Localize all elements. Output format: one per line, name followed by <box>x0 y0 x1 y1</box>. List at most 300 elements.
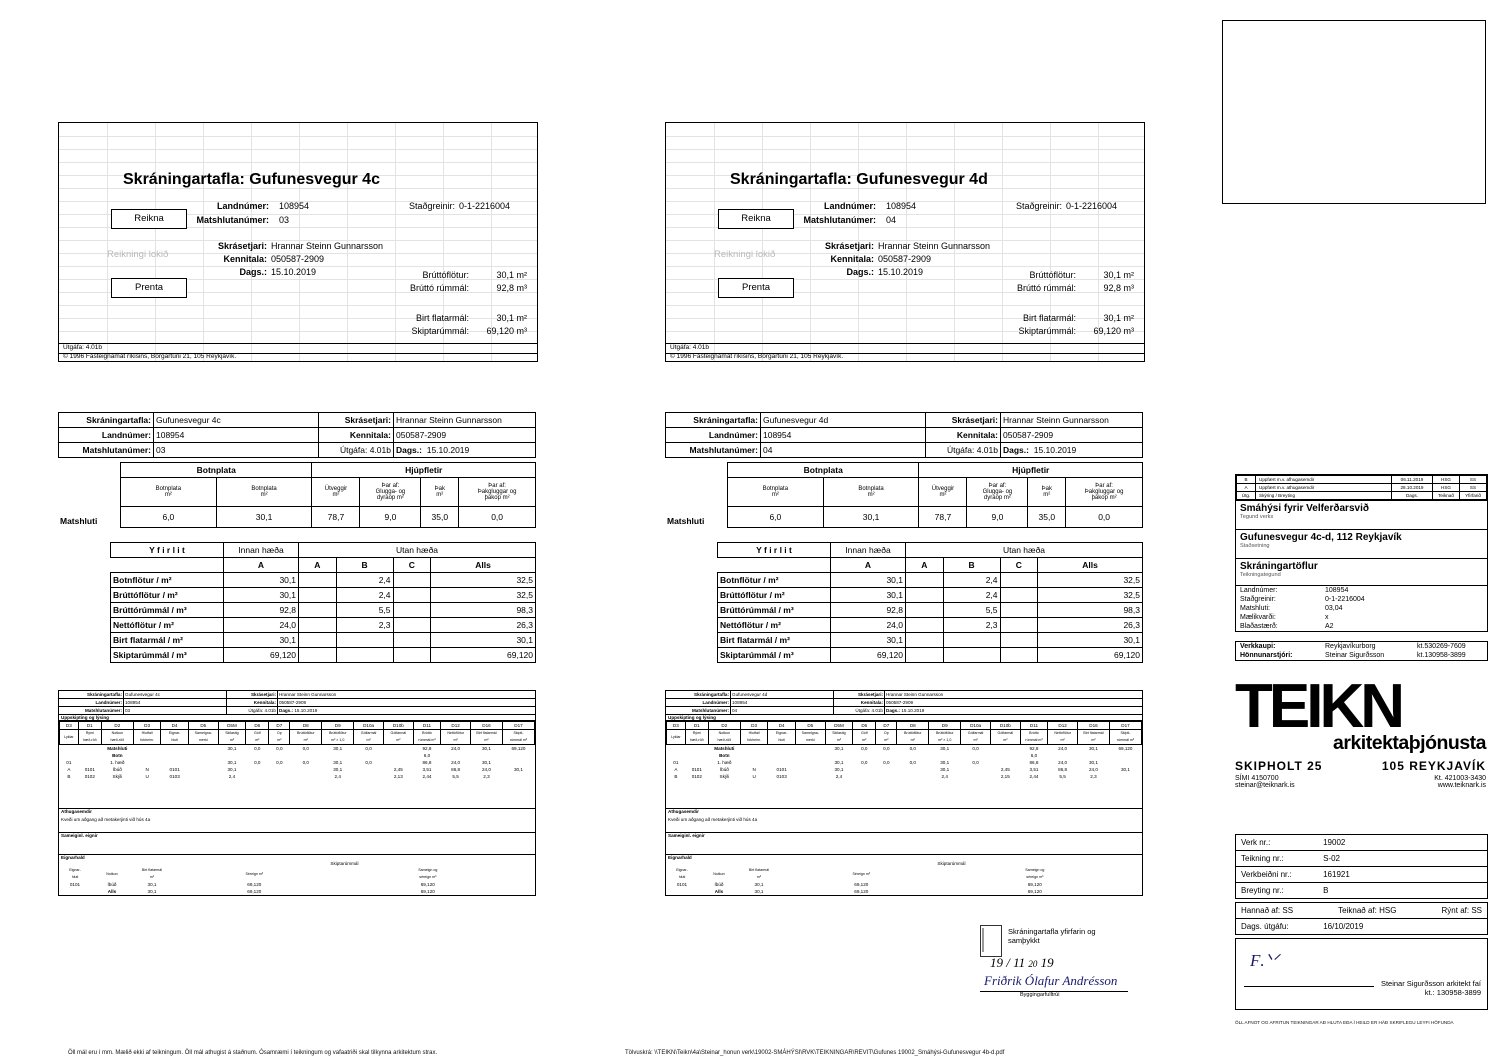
cell: 2,4 <box>941 774 948 779</box>
footer-note-right: Tölvuskrá: \\TEIKN\Teikn\4a\Steinar_honun verk\19002-SMÁHÝSI\RVK\TEIKNINGAR\REVIT\Gufunes 19002_Smáhýsi-Gufunesvegur 4b-d.pdf <box>625 1050 1005 1056</box>
cell: 0103 <box>169 774 180 779</box>
id-label: Landnúmer: <box>1240 587 1278 594</box>
yfirlit-sub-1: A <box>299 558 337 573</box>
id-value: A2 <box>1325 623 1334 630</box>
cell: 30,1 <box>431 633 536 648</box>
verk-value: 19002 <box>1323 838 1346 847</box>
cell: 0,0 <box>883 760 890 765</box>
table-row <box>111 633 536 648</box>
cell: 69,120 <box>420 889 435 894</box>
value-landnumer: 108954 <box>761 428 926 443</box>
col-num: D5 <box>795 722 825 730</box>
cell: 5,5 <box>336 603 393 618</box>
cell: 0101 <box>84 767 95 772</box>
cell: Alls <box>107 889 117 894</box>
cell: 0101 <box>69 882 81 887</box>
prenta-button[interactable]: Prenta <box>718 278 794 298</box>
cell: A <box>674 767 678 772</box>
cell: 30,1 <box>831 573 906 588</box>
col-botnplata-2: Botnplata m² <box>823 478 919 507</box>
label-dags: Dags.: <box>279 708 294 713</box>
cell <box>1000 573 1038 588</box>
row-label: Brúttórúmmál / m³ <box>718 603 831 618</box>
col-head: Op m² <box>876 730 897 745</box>
kennitala-value: 050587-2909 <box>878 254 932 264</box>
table-row <box>718 648 1143 663</box>
label-dags: Dags.: <box>1003 445 1029 455</box>
col-num: D1 <box>78 722 101 730</box>
revision-table <box>1235 474 1488 501</box>
cell: 24,0 <box>224 618 299 633</box>
cell: U <box>752 774 756 779</box>
card-title: Skráningartafla: Gufunesvegur 4d <box>730 171 988 188</box>
cell: 0,0 <box>365 760 372 765</box>
rev-col-checked: Yfirfarið <box>1460 492 1487 500</box>
birt-value: 30,1 m² <box>1103 313 1134 323</box>
cell: 30,1 <box>834 760 844 765</box>
card-copyright: © 1996 Fasteignamat ríkisins, Borgartúni 21, 105 Reykjavík. <box>63 353 237 360</box>
row-label: Brúttóflötur / m² <box>111 588 224 603</box>
col-num: D10a <box>961 722 991 730</box>
cell: 0102 <box>691 774 702 779</box>
yfirlit-table <box>110 542 536 663</box>
cell: U <box>145 774 149 779</box>
stamp-line1: Skráningartafla yfirfarin og <box>1008 927 1096 936</box>
yfirlit-sub-1: A <box>906 558 944 573</box>
cell: 5,5 <box>1059 774 1066 779</box>
cell: 0,0 <box>861 746 868 751</box>
col-num: D3 <box>133 722 161 730</box>
cell: 3,51 <box>1029 767 1039 772</box>
rev-letter: A <box>1237 484 1256 492</box>
cell <box>1000 588 1038 603</box>
label-utgafa: Útgáfa: 4.01b <box>834 707 885 715</box>
project-client-label: Tegund verks <box>1240 514 1274 520</box>
cell: Íbúð <box>714 882 724 887</box>
label-skrasetjari: Skrásetjari: <box>319 413 394 428</box>
teikning-label: Teikning nr.: <box>1241 854 1284 863</box>
value-landnumer: 108954 <box>731 699 834 707</box>
col-num: D17 <box>502 722 534 730</box>
table-row <box>111 618 536 633</box>
label-kennitala: Kennitala: <box>926 428 1001 443</box>
skiptarummal-value: 69,120 m³ <box>486 326 527 336</box>
teiknad-af <box>1338 906 1396 915</box>
cell: 30,1 <box>834 767 844 772</box>
value-dags <box>394 443 536 458</box>
dags-label: Dags.: <box>239 267 267 277</box>
value-dags <box>1001 443 1143 458</box>
label-utgafa: Útgáfa: 4.01b <box>227 707 278 715</box>
col-head: Brúttóflötur m² × 1,0 <box>929 730 961 745</box>
cell: B <box>674 774 678 779</box>
kennitala-label: Kennitala: <box>830 254 874 264</box>
cell: 32,5 <box>1038 588 1143 603</box>
summary-header-table <box>58 412 536 458</box>
cell <box>906 618 944 633</box>
cell <box>906 633 944 648</box>
status-text: Reikningi lokið <box>714 249 776 260</box>
rev-check: SS <box>1460 484 1487 492</box>
contact-phone: SÍMI 4150700 <box>1235 775 1279 782</box>
cell: 24,0 <box>451 760 461 765</box>
col-num: D9 <box>929 722 961 730</box>
id-value: 03,04 <box>1325 605 1343 612</box>
drawing-sheet: Skráningartafla: Gufunesvegur 4c Reikna Reikningi lokið Prenta Landnúmer: 108954 Matshlutanúmer: 03 Staðgreinir: 0-1-2216004 Skrásetjari: Hrannar Steinn Gunnarsson Kennitala: 050587-2909 Dags.: 15.10.2019 Brúttóflötur: 30,1 m² Brúttó rúmmál: 92,8 m³ Birt flatarmál: 30,1 m² Skiptarúmmál: 69,120 m³ Útgáfa: 4.01b © 1996 Fasteignamat ríkisins, Borgartúni 21, 105 Reykjavík. Skráningartafla: Gufunesvegur 4d Reikna Reikningi lokið Prenta Landnúmer: 108954 Matshlutanúmer: 04 Staðgreinir: 0-1-2216004 Skrásetjari: Hrannar Steinn Gunnarsson Kennitala: 050587-2909 Dags.: 15.10.2019 Brúttóflötur: 30,1 m² Brúttó rúmmál: 92,8 m³ Birt flatarmál: 30,1 m² Skiptarúmmál: 69,120 m³ Útgáfa: 4.01b © 1996 Fasteignamat ríkisins, Borgartúni 21, 105 Reykjavík. Skráningartafla: Gufunesvegur 4c Skrásetjari: Hrannar Steinn Gunnarsson Landnúmer: 108954 Kennitala: 050587-2909 Matshlutanúmer: 03 Útgáfa: 4.01b Dags.: 15.10.2019 Botnplata Hjúpfletir Botnplata m² Botnplata m² Útveggir m² Þar af: Glugga- og dyraop m² Þak m² Þar af: Þakgluggar og þakop m² Matshluti 6,0 30,1 78,7 9,0 35,0 0,0 Y f i r l i t Innan hæða Utan hæða A A B C Alls Botnflötur / m² 30,1 2,4 32,5 Brúttóflötur / m² 30,1 2,4 32,5 Brúttórúmmál / m³ 92,8 5,5 98,3 Nettóflötur / m² 24,0 2,3 26,3 Birt flatarmál / m² 30,1 30,1 Skiptarúmmál / m³ 69,120 69,120 Skráningartafla: Gufunesvegur 4d Skrásetjari: Hrannar Steinn Gunnarsson Landnúmer: 108954 Kennitala: 050587-2909 Matshlutanúmer: 04 Útgáfa: 4.01b Dags.: 15.10.2019 Botnplata Hjúpfletir Botnplata m² Botnplata m² Útveggir m² Þar af: Glugga- og dyraop m² Þak m² Þar af: Þakgluggar og þakop m² Matshluti 6,0 30,1 78,7 9,0 35,0 0,0 Y f i r l i t Innan hæða Utan hæða A A B C Alls Botnflötur / m² 30,1 2,4 32,5 Brúttóflötur / m² 30,1 2,4 32,5 Brúttórúmmál / m³ 92,8 5,5 98,3 Nettóflötur / m² 24,0 2,3 26,3 Birt flatarmál / m² 30,1 30,1 Skiptarúmmál / m³ 69,120 69,120 Skráningartafla: Gufunesvegur 4c Skrásetjari: Hrannar Steinn Gunnarsson Landnúmer: 108954 Kennitala: 050587-2909 Matshlutanúmer: 03 Útgáfa: 4.01b Dags.: 15.10.2019 Uppskipting og lýsing D3 D1 D2 D3 D4 D5 D5M D6 D7 D8 D9 D10a D10b D11 D12 D16 D17 Lyklar Rými hæð-röð Notkun hæð-röð Hlutfall fokheim. Eignar- hluti Sameigna- merki Skilastig m² Gólf m² Op m² Brúttóflötur m² Brúttóflötur m² × 1,0 Gólfarmál m² Gólfarmál m² Brúttó rúmmál m³ Nettóflötur m² Birt flatarmál m² Skipti- rúmmál m³ Matshluti 30,1 0,0 0,0 0,0 30,1 0,0 92,8 24,0 30,1 69,120 Botn 6,0 01 1. hæð 30,1 0,0 0,0 0,0 30,1 0,0 86,8 24,0 30,1 A 0101 Íbúð N 0101 30,1 30,1 2,45 3,51 86,8 24,0 30,1 B 0102 Skýli U 0103 2,4 2,4 2,13 2,44 5,5 2,3 Athugasemdir Kveði um aðgang að metakerjinti við hús 4a Sameiginl. eignir Eignarhald Skiptarúmmál Eignar- hluti Notkun Birt flatarmál m² Séreign m³ Sameign og séreign m³ 0101 Íbúð 30,1 69,120 69,120 Alls 30,1 69,120 69,120 Skráningartafla: Gufunesvegur 4d Skrásetjari: Hrannar Steinn Gunnarsson Landnúmer: 108954 Kennitala: 050587-2909 Matshlutanúmer: 04 Útgáfa: 4.01b Dags.: 15.10.2019 Uppskipting og lýsing D3 D1 D2 D3 D4 D5 D5M D6 D7 D8 D9 D10a D10b D11 D12 D16 D17 Lyklar Rými hæð-röð Notkun hæð-röð Hlutfall fokheim. Eignar- hluti Sameigna- merki Skilastig m² Gólf m² Op m² Brúttóflötur m² Brúttóflötur m² × 1,0 Gólfarmál m² Gólfarmál m² Brúttó rúmmál m³ Nettóflötur m² Birt flatarmál m² Skipti- rúmmál m³ Matshluti 30,1 0,0 0,0 0,0 30,1 0,0 92,8 24,0 30,1 69,120 Botn 6,0 01 1. hæð 30,1 0,0 0,0 0,0 30,1 0,0 86,8 24,0 30,1 A 0101 Íbúð N 0101 30,1 30,1 2,45 3,51 86,8 24,0 30,1 B 0102 Skýli U 0103 2,4 2,4 2,15 2,44 5,5 2,3 Athugasemdir Kveði um aðgang að metakerjinti við hús 4a Sameiginl. eignir Eignarhald Skiptarúmmál Eignar- hluti Notkun Birt flatarmál m² Séreign m³ Sameign og séreign m³ 0101 Íbúð 30,1 69,120 69,120 Alls 30,1 69,120 69,120 Skráningartafla yfirfarin og samþykkt 19 / 11 20 19 Friðrik Ólafur Andrésson Byggingarfulltrúi B Uppfært m.v. afhugasemdir 06.11.2019 HSG SS A Uppfært m.v. athugasemdir 28.10.2019 HSG SS Útg. Skýring / Breyting Dags. Teiknað Yfirfarið Smáhýsi fyrir Velferðarsvið Tegund verks Gufunesvegur 4c-d, 112 Reykjavík Staðsetning Skráningartöflur Teikningategund Landnúmer: 108954 Staðgreinir: 0-1-2216004 Matshluti: 03,04 Mælikvarði: x Blaðastærð: A2 Verkkaupi: Reykjavíkurborg kt.530269-7609 Hönnunarstjóri: Steinar Sigurðsson kt.130958-3899 TEIKN arkitektaþjónusta SKIPHOLT 25 105 REYKJAVÍK SÍMI 4150700 Kt. 421003-3430 steinar@teiknark.is www.teiknark.is Verk nr.: 19002 Teikning nr.: S-02 Verkbeiðni nr.: 161921 Breyting nr.: B Hannað af: SS Teiknað af: HSG Rýnt af: SS Dags. útgáfu: 16/10/2019 Ϝ.ᐠᐟ Steinar Sigurðsson arkitekt faí kt.: 130958-3899 ÖLL AFNOT OG AFRITUN TEIKNINGAR AÐ HLUTA EÐA Í HEILD ER HÁÐ SKRIFLEGU LEYFI HÖFUNDA Öll mál eru í mm. Mælið ekki af teikningum. Öll mál athugist á staðnum. Ósamræmi í teikningum og vafaatriði skal tilkynna arkitektum strax. Tölvuskrá: \\TEIKN\Teikn\4a\Steinar_honun verk\19002-SMÁHÝSI\RVK\TEIKNINGAR\REVIT\Gufunes 19002_Smáhýsi-Gufunesvegur 4b-d.pdf <box>0 0 1500 1064</box>
cell: 32,5 <box>431 588 536 603</box>
col-head: Eignar- hluti <box>161 730 189 745</box>
cell: Íbúð <box>112 767 122 772</box>
section-title: Uppskipting og lýsing <box>666 715 1142 721</box>
col-head: Brúttóflötur m² <box>897 730 929 745</box>
cell: 0101 <box>676 882 688 887</box>
col-head: Séreign m³ <box>245 871 264 876</box>
architect-signature: Ϝ.ᐠᐟ <box>1250 951 1280 970</box>
yfirlit-table <box>717 542 1143 663</box>
value-dags <box>278 707 536 715</box>
col-num: D6 <box>853 722 876 730</box>
table-row <box>111 573 536 588</box>
id-label: Staðgreinir: <box>1240 596 1276 603</box>
cell-v5: 0,0 <box>459 507 536 528</box>
stamp-line2: samþykkt <box>1008 936 1040 945</box>
label-skraningartafla: Skráningartafla: <box>666 413 761 428</box>
cell: 2,4 <box>334 774 341 779</box>
label-utgafa: Útgáfa: 4.01b <box>319 443 394 458</box>
reikna-button[interactable]: Reikna <box>111 209 187 229</box>
label-skraningartafla: Skráningartafla: <box>666 691 731 699</box>
col-num: D11 <box>413 722 441 730</box>
col-head: Gólfarmál m² <box>354 730 384 745</box>
col-head: Skipti- rúmmál m³ <box>502 730 534 745</box>
col-num: D8 <box>897 722 929 730</box>
birt-value: 30,1 m² <box>496 313 527 323</box>
label-skrasetjari: Skrásetjari: <box>227 691 278 699</box>
label-skraningartafla: Skráningartafla: <box>59 413 154 428</box>
dags-text: 15.10.2019 <box>426 445 470 455</box>
row-label: Nettóflötur / m² <box>111 618 224 633</box>
col-head: Brúttó rúmmál m³ <box>1020 730 1048 745</box>
yfirlit-sub-4: Alls <box>1038 558 1143 573</box>
rev-letter: B <box>1237 476 1256 484</box>
table-row <box>1236 586 1487 595</box>
cell <box>943 648 1000 663</box>
table-row <box>111 603 536 618</box>
label-kennitala: Kennitala: <box>834 699 885 707</box>
value-skraningartafla: Gufunesvegur 4c <box>124 691 227 699</box>
prenta-button[interactable]: Prenta <box>111 278 187 298</box>
cell: 2,44 <box>422 774 432 779</box>
value-dags <box>885 707 1143 715</box>
logo-subtitle: arkitektaþjónusta <box>1333 732 1486 754</box>
table-row <box>667 773 1142 780</box>
detail-header-table <box>58 690 536 715</box>
rynt-af <box>1442 906 1482 915</box>
table-row <box>60 745 535 753</box>
row-label: Birt flatarmál / m² <box>111 633 224 648</box>
cell <box>943 633 1000 648</box>
botnplata-hjupfletir-table <box>665 462 1143 528</box>
cell: 2,3 <box>483 774 490 779</box>
value-skrasetjari: Hrannar Steinn Gunnarsson <box>394 413 536 428</box>
row-label: Brúttóflötur / m² <box>718 588 831 603</box>
col-head: Op m² <box>269 730 290 745</box>
label-matshlutanumer: Matshlutanúmer: <box>59 443 154 458</box>
verk-row <box>1236 835 1487 851</box>
cell <box>299 588 337 603</box>
table-row <box>111 588 536 603</box>
table-row <box>667 745 1142 753</box>
group-botnplata: Botnplata <box>728 463 919 478</box>
logo-address-city: 105 REYKJAVÍK <box>1381 759 1486 773</box>
cell: 24,0 <box>482 767 491 772</box>
label-matshlutanumer: Matshlutanúmer: <box>59 707 124 715</box>
cell: 2,3 <box>336 618 393 633</box>
label-matshlutanumer: Matshlutanúmer: <box>666 443 761 458</box>
cell: 69,120 <box>247 882 262 887</box>
yfirlit-innan: Innan hæða <box>831 543 906 558</box>
label-utgafa: Útgáfa: 4.01b <box>926 443 1001 458</box>
cell: 2,4 <box>228 774 236 779</box>
cell: 69,120 <box>854 882 869 887</box>
col-head: Eignar- hluti <box>676 868 688 879</box>
rev-date: 06.11.2019 <box>1392 476 1433 484</box>
table-row <box>1236 604 1487 613</box>
teikning-row <box>1236 851 1487 867</box>
project-client: Smáhýsi fyrir Velferðarsvið <box>1240 503 1369 514</box>
parties-block <box>1235 641 1488 661</box>
date-value: 16/10/2019 <box>1323 922 1364 931</box>
cell <box>906 603 944 618</box>
cell: 32,5 <box>431 573 536 588</box>
bruttoflotur-label: Brúttóflötur: <box>422 270 469 280</box>
skrasetjari-label: Skrásetjari: <box>217 241 267 251</box>
value-matshlutanumer: 04 <box>761 443 926 458</box>
cell: 2,13 <box>393 774 403 779</box>
dags-value: 15.10.2019 <box>271 267 317 277</box>
cell <box>393 588 431 603</box>
cell: 24,0 <box>1058 760 1068 765</box>
table-row <box>718 618 1143 633</box>
cell: 24,0 <box>1058 746 1068 751</box>
skrasetjari-value: Hrannar Steinn Gunnarsson <box>271 241 384 251</box>
col-head: Sameign og séreign m³ <box>1025 868 1045 879</box>
cell: B <box>67 774 71 779</box>
row-label: Matshluti <box>107 746 128 751</box>
cell <box>1000 618 1038 633</box>
row-label-matshluti: Matshluti <box>667 515 705 526</box>
col-num: D7 <box>269 722 290 730</box>
cell: 30,1 <box>333 767 343 772</box>
table-row <box>666 881 1142 888</box>
yfirlit-sub-2: B <box>336 558 393 573</box>
col-head: Sameign og séreign m³ <box>418 868 438 879</box>
col-num: D16 <box>1078 722 1110 730</box>
cell: 30,1 <box>482 760 491 765</box>
col-head: Rými hæð-röð <box>78 730 101 745</box>
parties-table <box>1236 642 1487 660</box>
cell: 2,4 <box>336 573 393 588</box>
col-num: D3 <box>740 722 768 730</box>
col-num: D4 <box>161 722 189 730</box>
col-head: Lyklar <box>667 730 686 745</box>
value-skrasetjari: Hrannar Steinn Gunnarsson <box>1001 413 1143 428</box>
cell <box>299 633 337 648</box>
dags-text: 15.10.2019 <box>294 708 318 713</box>
value-matshlutanumer: 03 <box>154 443 319 458</box>
cell: 69,120 <box>1038 648 1143 663</box>
cell: 0,0 <box>302 746 309 751</box>
col-botnplata-1: Botnplata m² <box>121 478 217 507</box>
cell <box>393 573 431 588</box>
cell: 30,1 <box>227 767 237 772</box>
row-label: Botnflötur / m² <box>111 573 224 588</box>
project-client-row <box>1236 501 1487 530</box>
cell: 30,1 <box>227 746 237 751</box>
col-head: Skilastig m² <box>218 730 246 745</box>
col-num: D8 <box>290 722 322 730</box>
breyting-value: B <box>1323 886 1329 895</box>
stamp-day: 19 <box>990 955 1003 970</box>
rev-date: 28.10.2019 <box>1392 484 1433 492</box>
table-row <box>60 773 535 780</box>
yfirlit-sub-3: C <box>1000 558 1038 573</box>
cell-v1: 30,1 <box>823 507 919 528</box>
label-skrasetjari: Skrásetjari: <box>834 691 885 699</box>
cell <box>1000 603 1038 618</box>
project-info-block <box>1235 500 1488 588</box>
party-name: Reykjavíkurborg <box>1325 643 1376 650</box>
cell: 24,0 <box>1089 767 1098 772</box>
summary-table-4d <box>665 412 1143 663</box>
yfirlit-title: Y f i r l i t <box>718 543 831 558</box>
col-head: Notkun <box>713 871 725 876</box>
value-kennitala: 050587-2909 <box>278 699 536 707</box>
value-skraningartafla: Gufunesvegur 4c <box>154 413 319 428</box>
reikna-button[interactable]: Reikna <box>718 209 794 229</box>
table-row <box>667 759 1142 766</box>
project-drawing: Skráningartöflur <box>1240 561 1318 572</box>
group-botnplata: Botnplata <box>121 463 312 478</box>
party-label: Hönnunarstjóri: <box>1240 652 1293 659</box>
col-head: Birt flatarmál m² <box>471 730 503 745</box>
id-label: Matshluti: <box>1240 605 1270 612</box>
matshlutanumer-label: Matshlutanúmer: <box>803 215 876 225</box>
cell <box>906 648 944 663</box>
cell: 3,51 <box>422 767 432 772</box>
cell <box>1000 648 1038 663</box>
cell <box>299 573 337 588</box>
cell: N <box>752 767 756 772</box>
col-thakop: Þar af: Þakgluggar og þakop m² <box>1066 478 1143 507</box>
project-address: Gufunesvegur 4c-d, 112 Reykjavík <box>1240 532 1402 543</box>
verkbeidni-value: 161921 <box>1323 870 1350 879</box>
cell: 1. hæð <box>110 760 125 765</box>
label-landnumer: Landnúmer: <box>666 699 731 707</box>
label-kennitala: Kennitala: <box>319 428 394 443</box>
cell: 30,1 <box>227 760 237 765</box>
verkbeidni-label: Verkbeiðni nr.: <box>1241 870 1292 879</box>
athugasemdir-text: Kveði um aðgang að metakerjinti við hús 4a <box>61 817 151 822</box>
cell-v3: 9,0 <box>967 507 1028 528</box>
yfirlit-sub-0: A <box>224 558 299 573</box>
detail-header-table <box>665 690 1143 715</box>
rev-col-desc: Skýring / Breyting <box>1256 492 1392 500</box>
card-title: Skráningartafla: Gufunesvegur 4c <box>123 171 380 188</box>
cell: 2,3 <box>943 618 1000 633</box>
col-gluggaop: Þar af: Glugga- og dyraop m² <box>360 478 421 507</box>
id-value: 0-1-2216004 <box>1325 596 1365 603</box>
sameiginl-label: Sameiginl. eignir <box>666 832 1142 838</box>
value-landnumer: 108954 <box>154 428 319 443</box>
cell: 0,0 <box>276 760 283 765</box>
row-label: Matshluti <box>714 746 735 751</box>
detail-grid <box>666 721 1142 808</box>
table-row <box>1237 484 1487 492</box>
table-row <box>59 888 535 895</box>
cell: 92,8 <box>224 603 299 618</box>
party-label: Verkkaupi: <box>1240 643 1276 650</box>
contact-web[interactable]: www.teiknark.is <box>1437 782 1486 789</box>
cell <box>299 648 337 663</box>
teiknad-label: Teiknað af: <box>1338 906 1377 915</box>
table-row <box>60 752 535 759</box>
cell: N <box>145 767 149 772</box>
col-num: D5 <box>188 722 218 730</box>
cell: 2,4 <box>943 573 1000 588</box>
table-row <box>60 759 535 766</box>
col-thak: Þak m² <box>421 478 459 507</box>
col-head: Birt flatarmál m² <box>748 868 770 879</box>
athugasemdir-text: Kveði um aðgang að metakerjinti við hús 4a <box>668 817 758 822</box>
col-num: D5M <box>825 722 853 730</box>
cell: 69,120 <box>1027 889 1042 894</box>
project-address-row <box>1236 530 1487 559</box>
col-num: D9 <box>322 722 354 730</box>
stadgreinir-value: 0-1-2216004 <box>1066 201 1118 211</box>
dags-text: 15.10.2019 <box>901 708 925 713</box>
col-botnplata-1: Botnplata m² <box>728 478 824 507</box>
stadgreinir-label: Staðgreinir: <box>409 201 456 211</box>
col-head: Sameigna- merki <box>795 730 825 745</box>
col-head: Brúttóflötur m² <box>290 730 322 745</box>
cell <box>393 648 431 663</box>
cell: 69,120 <box>854 889 869 894</box>
label-dags: Dags.: <box>396 445 422 455</box>
label-kennitala: Kennitala: <box>227 699 278 707</box>
eignarhald-label: Eignarhald <box>666 854 1142 860</box>
architect-signature-block <box>1235 938 1488 1010</box>
yfirlit-sub-4: Alls <box>431 558 536 573</box>
table-row <box>718 633 1143 648</box>
bruttoflotur-value: 30,1 m² <box>496 270 527 280</box>
rynt-value: SS <box>1471 906 1482 915</box>
cell: 30,1 <box>940 767 950 772</box>
col-head: Hlutfall fokheim. <box>740 730 768 745</box>
breyting-label: Breyting nr.: <box>1241 886 1284 895</box>
cell: 0,0 <box>972 760 979 765</box>
teikning-value: S-02 <box>1323 854 1340 863</box>
table-row <box>667 766 1142 773</box>
cell: 0,0 <box>909 746 916 751</box>
contact-email[interactable]: steinar@teiknark.is <box>1235 782 1295 789</box>
credits-row <box>1236 903 1487 919</box>
col-head: Gólf m² <box>246 730 269 745</box>
cell: 6,0 <box>423 753 431 758</box>
label-landnumer: Landnúmer: <box>666 428 761 443</box>
stamp-year: 19 <box>1040 955 1054 970</box>
label-landnumer: Landnúmer: <box>59 428 154 443</box>
